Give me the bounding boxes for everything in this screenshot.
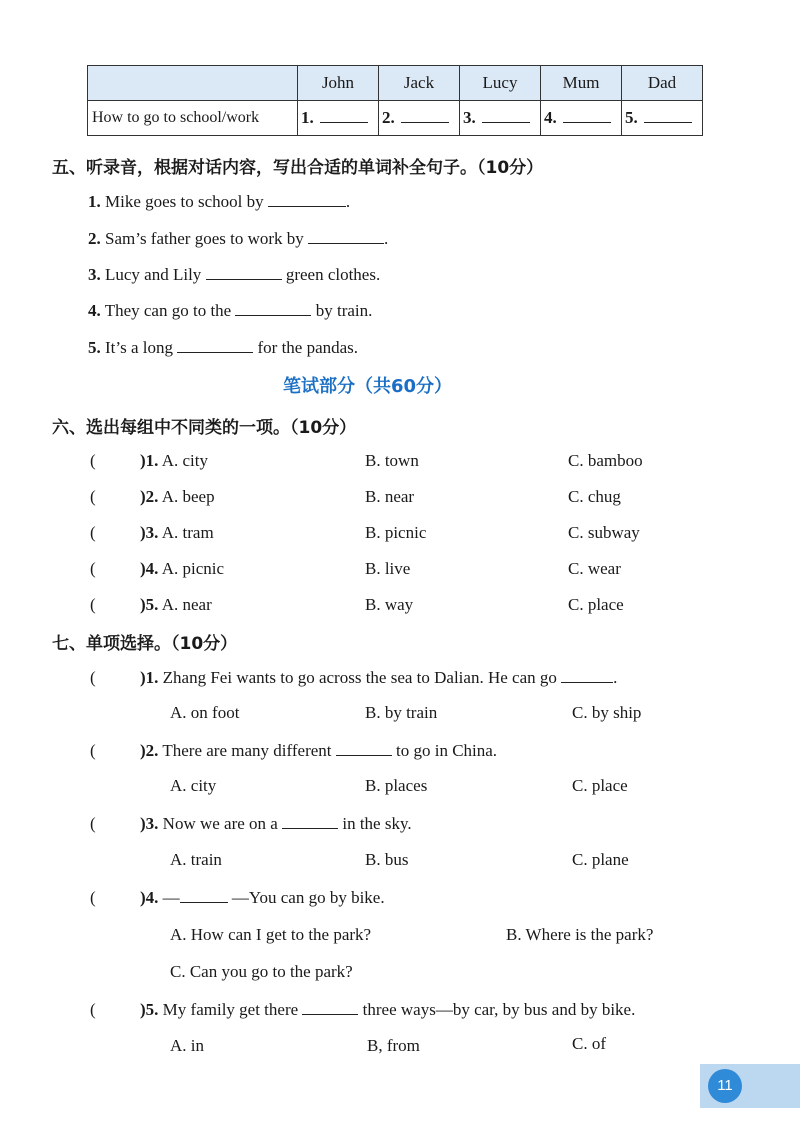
answer-blank[interactable] <box>180 886 228 903</box>
option-a: A. train <box>170 850 222 869</box>
answer-blank[interactable] <box>268 190 346 207</box>
question-2: ( )2. There are many different to go in China. <box>90 741 498 760</box>
answer-blank[interactable] <box>206 263 282 280</box>
option-a: A. How can I get to the park? <box>170 925 372 944</box>
section5-title: 五、听录音，根据对话内容，写出合适的单词补全句子。（10分） <box>52 158 544 178</box>
option-a: A. picnic <box>161 559 225 578</box>
option-b: B. picnic <box>365 523 427 542</box>
option-a: A. in <box>170 1036 204 1055</box>
option-c: C. chug <box>568 487 621 506</box>
option-c: C. wear <box>568 559 621 578</box>
option-b: B. way <box>365 595 414 614</box>
answer-paren[interactable]: ( <box>90 888 96 907</box>
table-header-john: John <box>298 66 379 101</box>
option-c: C. place <box>572 776 628 795</box>
question-5: ( )5. My family get there three ways—by car, by bus and by bike. <box>90 1000 636 1019</box>
answer-table <box>87 65 703 136</box>
list-item: 1. Mike goes to school by . <box>88 192 351 211</box>
question-3: ( )3. Now we are on a in the sky. <box>90 814 412 833</box>
option-a: A. on foot <box>170 703 240 722</box>
option-b: B. bus <box>365 850 409 869</box>
list-item: ( )3. A. tram <box>90 523 214 542</box>
option-b: B. near <box>365 487 415 506</box>
table-header-jack: Jack <box>379 66 460 101</box>
table-row-label: How to go to school/work <box>88 101 298 136</box>
option-b: B. places <box>365 776 428 795</box>
answer-paren[interactable]: ( <box>90 595 96 614</box>
option-a: A. tram <box>161 523 214 542</box>
option-c: C. plane <box>572 850 629 869</box>
table-header-mum: Mum <box>541 66 622 101</box>
table-cell-1[interactable]: 1. <box>298 101 379 136</box>
section7-title: 七、单项选择。（10分） <box>52 634 238 654</box>
written-part-title: 笔试部分（共60分） <box>283 376 453 397</box>
table-cell-4[interactable]: 4. <box>541 101 622 136</box>
answer-blank[interactable] <box>282 812 338 829</box>
answer-paren[interactable]: ( <box>90 668 96 687</box>
answer-paren[interactable]: ( <box>90 741 96 760</box>
table-header-lucy: Lucy <box>460 66 541 101</box>
option-c: C. bamboo <box>568 451 643 470</box>
list-item: 4. They can go to the by train. <box>88 301 373 320</box>
answer-paren[interactable]: ( <box>90 523 96 542</box>
option-a: A. beep <box>161 487 215 506</box>
answer-blank[interactable] <box>177 336 253 353</box>
table-corner-cell <box>88 66 298 101</box>
option-a: A. city <box>170 776 217 795</box>
answer-paren[interactable]: ( <box>90 559 96 578</box>
table-header-row <box>88 66 703 101</box>
option-c: C. Can you go to the park? <box>170 962 353 981</box>
answer-paren[interactable]: ( <box>90 814 96 833</box>
option-c: C. place <box>568 595 624 614</box>
answer-blank[interactable] <box>561 666 613 683</box>
option-b: B. by train <box>365 703 438 722</box>
option-b: B. live <box>365 559 411 578</box>
option-a: A. near <box>161 595 212 614</box>
answer-paren[interactable]: ( <box>90 1000 96 1019</box>
answer-blank[interactable] <box>308 227 384 244</box>
option-c: C. by ship <box>572 703 642 722</box>
answer-paren[interactable]: ( <box>90 451 96 470</box>
option-c: C. of <box>572 1034 606 1053</box>
list-item: ( )1. A. city <box>90 451 209 470</box>
list-item: ( )2. A. beep <box>90 487 215 506</box>
answer-blank[interactable] <box>235 299 311 316</box>
option-b: B, from <box>367 1036 420 1055</box>
option-b: B. Where is the park? <box>506 925 654 944</box>
option-b: B. town <box>365 451 419 470</box>
list-item: 5. It’s a long for the pandas. <box>88 338 359 357</box>
table-cell-5[interactable]: 5. <box>622 101 703 136</box>
question-1: ( )1. Zhang Fei wants to go across the sea to Dalian. He can go . <box>90 668 618 687</box>
table-cell-2[interactable]: 2. <box>379 101 460 136</box>
answer-blank[interactable] <box>336 739 392 756</box>
section6-title: 六、选出每组中不同类的一项。（10分） <box>52 418 357 438</box>
table-cell-3[interactable]: 3. <box>460 101 541 136</box>
question-4: ( )4. — —You can go by bike. <box>90 888 385 907</box>
table-row <box>88 101 703 136</box>
list-item: 3. Lucy and Lily green clothes. <box>88 265 381 284</box>
option-a: A. city <box>161 451 209 470</box>
list-item: ( )5. A. near <box>90 595 212 614</box>
table-header-dad: Dad <box>622 66 703 101</box>
page-number: 11 <box>708 1069 742 1103</box>
option-c: C. subway <box>568 523 640 542</box>
list-item: 2. Sam’s father goes to work by . <box>88 229 389 248</box>
list-item: ( )4. A. picnic <box>90 559 225 578</box>
answer-paren[interactable]: ( <box>90 487 96 506</box>
answer-blank[interactable] <box>302 998 358 1015</box>
